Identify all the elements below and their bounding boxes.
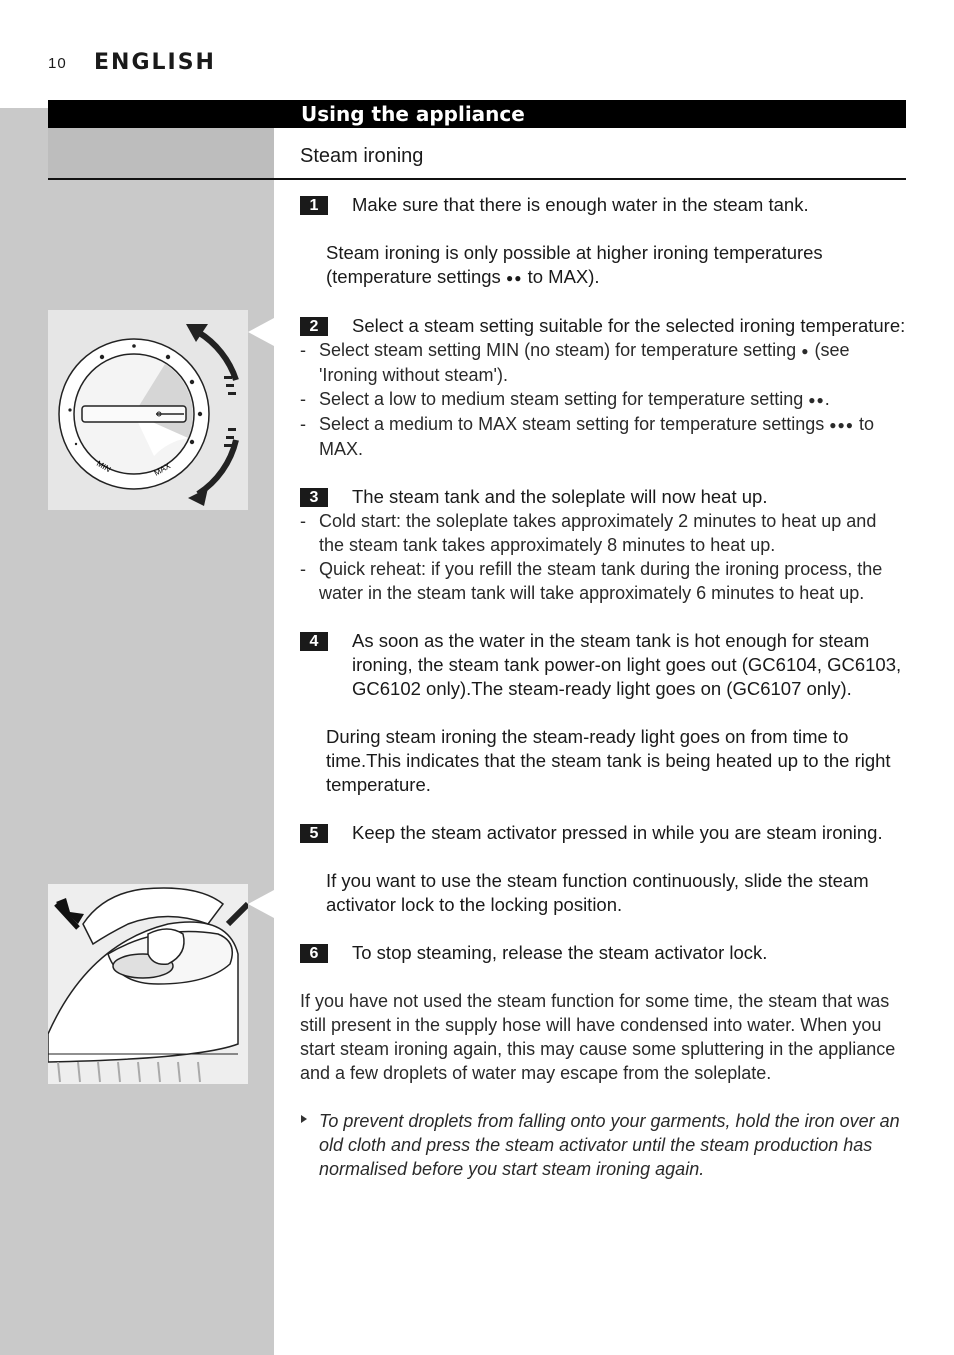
step-4-note: During steam ironing the steam-ready light goes on from time to time.This indicates that the steam tank is being heated up to the right temperature.: [326, 726, 891, 795]
step-2-bullets: [300, 338, 906, 461]
arrow-bullet-icon: [301, 1115, 307, 1123]
step-1-note: Steam ironing is only possible at higher ironing temperatures (temperature settings ●● to MAX).: [326, 242, 823, 287]
step-5-note: If you want to use the steam function continuously, slide the steam activator lock to the locking position.: [326, 870, 869, 915]
subsection-title: Steam ironing: [300, 145, 424, 167]
list-item: - Cold start: the soleplate takes approximately 2 minutes to heat up and the steam tank takes approximately 8 minutes to heat up.: [300, 509, 906, 557]
sidebar-panel: [0, 108, 274, 1355]
dial-min-label: MIN: [95, 458, 113, 475]
temperature-dots-icon: ●●: [808, 393, 825, 407]
step-3-bullets: [300, 509, 906, 605]
iron-steam-activator-figure: [48, 884, 248, 1084]
step-text: To stop steaming, release the steam activator lock.: [352, 942, 768, 963]
list-item: - Select a low to medium steam setting for temperature setting ●●.: [300, 387, 906, 412]
list-item: - Select a medium to MAX steam setting for temperature settings ●●● to MAX.: [300, 412, 906, 461]
steam-dial-icon: [48, 310, 248, 510]
step-number-badge: 3: [300, 488, 328, 507]
tip-item: [300, 1109, 906, 1181]
steam-dial-figure: [48, 310, 248, 510]
figure-pointer: [248, 318, 274, 346]
step-number-badge: 2: [300, 317, 328, 336]
step-number-badge: 4: [300, 632, 328, 651]
language-heading: ENGLISH: [94, 50, 216, 75]
step-3: [300, 485, 906, 509]
step-number-badge: 1: [300, 196, 328, 215]
step-number-badge: 5: [300, 824, 328, 843]
step-6: [300, 941, 906, 965]
list-item: - Select steam setting MIN (no steam) for temperature setting ● (see 'Ironing without steam').: [300, 338, 906, 387]
dial-max-label: MAX: [152, 461, 173, 478]
iron-hand-icon: [48, 884, 248, 1084]
temperature-dots-icon: ●: [801, 344, 810, 358]
step-5: [300, 821, 906, 845]
step-text: As soon as the water in the steam tank is hot enough for steam ironing, the steam tank power-on light goes out (GC6104, GC6103, GC6102 only).The steam-ready light goes on (GC6107 only).: [352, 630, 902, 699]
list-item: - Quick reheat: if you refill the steam tank during the ironing process, the water in the steam tank will take approximately 6 minutes to heat up.: [300, 557, 906, 605]
figure-pointer: [248, 890, 274, 918]
step-1: [300, 193, 906, 217]
temperature-dots-icon: ●●: [505, 271, 523, 285]
step-text: Make sure that there is enough water in the steam tank.: [352, 194, 809, 215]
subsection-rule: [48, 178, 906, 180]
page-number: 10: [48, 55, 67, 72]
step-text: Keep the steam activator pressed in while you are steam ironing.: [352, 822, 883, 843]
sidebar-header-block: [48, 128, 274, 178]
step-4: [300, 629, 906, 701]
step-text: The steam tank and the soleplate will now heat up.: [352, 486, 768, 507]
closing-paragraph: If you have not used the steam function for some time, the steam that was still present in the supply hose will have condensed into water. When you start steam ironing again, this may cause some spluttering in the appliance and a few droplets of water may escape from the soleplate.: [300, 991, 896, 1083]
tip-text: To prevent droplets from falling onto your garments, hold the iron over an old cloth and press the steam activator until the steam production has normalised before you start steam ironing again.: [319, 1111, 900, 1179]
step-2: [300, 314, 906, 338]
step-number-badge: 6: [300, 944, 328, 963]
step-text: Select a steam setting suitable for the selected ironing temperature:: [352, 315, 906, 336]
temperature-dots-icon: ●●●: [829, 418, 854, 432]
instructions-content: [300, 193, 906, 1181]
section-title: Using the appliance: [301, 102, 525, 126]
